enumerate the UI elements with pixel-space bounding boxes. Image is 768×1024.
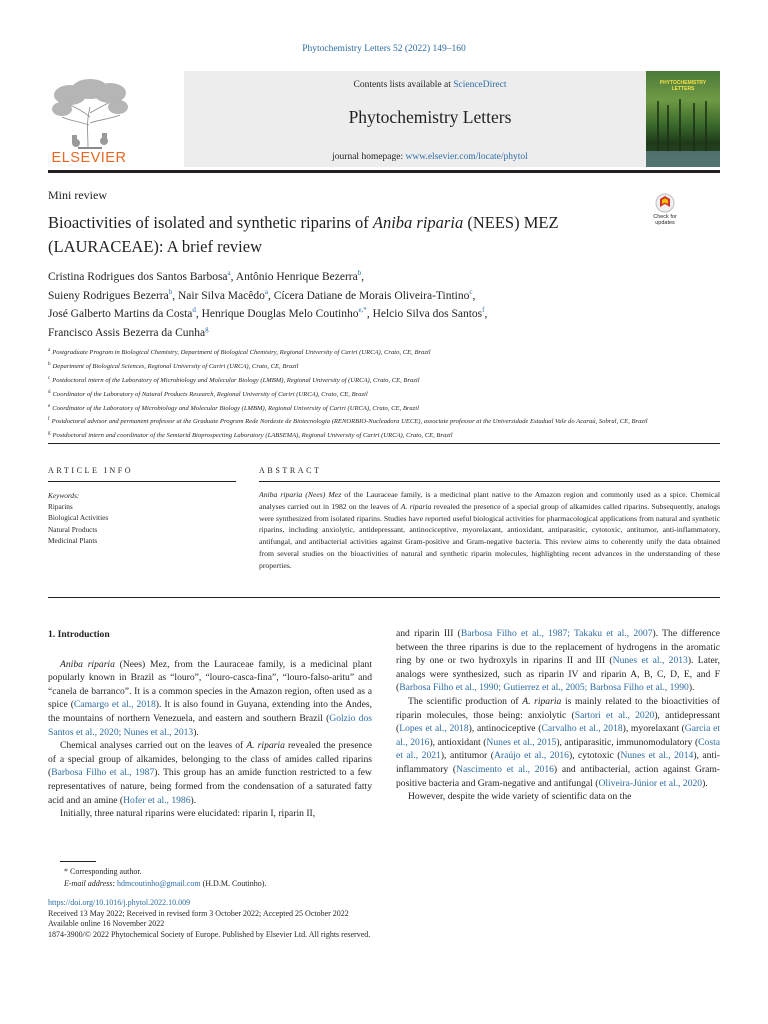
elsevier-wordmark[interactable]: ELSEVIER — [51, 150, 127, 166]
paragraph-text: and riparin III ( — [396, 628, 461, 639]
article-info-rule — [48, 481, 236, 482]
affiliation-sup: e — [48, 403, 51, 409]
author-list — [48, 268, 648, 342]
email-line — [48, 878, 388, 890]
affiliation-sup: a — [48, 348, 51, 353]
copyright: 1874-3900/© 2022 Phytochemical Society of Europe. Published by Elsevier Ltd. All rights reserved. — [48, 929, 371, 939]
paragraph-text: ). The difference between the three riparins is due to the replacement of hydrogens in the aromatic ring by one or two hydroxyls in riparins II and III ( — [396, 628, 720, 667]
paragraph-text: ). — [190, 794, 197, 806]
paragraph-text: ), antinociceptive ( — [468, 723, 542, 735]
received-dates: Received 13 May 2022; Received in revised form 3 October 2022; Accepted 25 October 2022 — [48, 908, 349, 918]
citation-link[interactable]: Costa et al., 2021 — [396, 736, 720, 762]
affiliation-text: Postdoctoral intern and coordinator of the Semiarid Bioprospecting Laboratory (LABSEMA), Regional University of Cariri (URCA), Crato, CE, Brazil — [52, 432, 453, 440]
paragraph-text: ), cytotoxic ( — [568, 750, 621, 762]
citation-link[interactable]: Nunes et al., 2015 — [486, 736, 557, 748]
citation-link[interactable]: Barbosa Filho et al., 1987; Takaku et al., 2007 — [460, 628, 653, 639]
keyword-item: Biological Activities — [48, 513, 109, 523]
sciencedirect-link[interactable]: ScienceDirect — [453, 80, 507, 90]
crossmark-label: Check for updates — [653, 214, 677, 226]
paragraph-text: ), anti-inflammatory ( — [396, 750, 720, 775]
species-name: A. riparia — [522, 695, 562, 707]
author-affiliation-sup[interactable]: e,* — [358, 306, 367, 314]
affiliation-sup: d — [48, 389, 51, 395]
author-name[interactable]: Henrique Douglas Melo Coutinho — [201, 308, 359, 320]
contents-line — [184, 80, 676, 90]
cover-title: PHYTOCHEMISTRY LETTERS — [659, 80, 707, 92]
affiliation-divider — [48, 443, 720, 444]
paragraph-text: ). It is also found in Guyana, extending into the Andes, the mountains of northern Venezuela, and eastern and southern Brazil ( — [48, 699, 372, 724]
affiliation-sup: c — [48, 375, 51, 381]
abstract-text — [259, 489, 720, 572]
author-name[interactable]: Suieny Rodrigues Bezerra — [48, 289, 169, 302]
publication-info — [48, 898, 720, 940]
email-suffix: (H.D.M. Coutinho). — [200, 879, 267, 889]
body-paragraph — [396, 627, 720, 695]
journal-banner — [184, 71, 676, 167]
journal-citation-link[interactable]: Phytochemistry Letters 52 (2022) 149–160 — [302, 44, 466, 54]
author-name[interactable]: Francisco Assis Bezerra da Cunha — [48, 326, 206, 339]
species-name: Aniba riparia — [60, 658, 115, 670]
author-name[interactable]: Helcio Silva dos Santos — [372, 308, 483, 320]
author-name[interactable]: Cristina Rodrigues dos Santos Barbosa — [48, 271, 228, 283]
body-paragraph — [396, 790, 720, 804]
journal-cover-image[interactable] — [646, 71, 720, 167]
citation-link[interactable]: Garcia et al., 2016 — [396, 723, 720, 748]
footnote-rule — [60, 861, 96, 862]
abstract-heading: ABSTRACT — [259, 466, 322, 475]
affiliation-text: Coordinator of the Laboratory of Microbiology and Molecular Biology (LMBM), Regional University of Cariri (URCA), Crato, CE, Brazil — [52, 404, 419, 412]
author-affiliation-sup[interactable]: b — [168, 287, 173, 296]
author-name[interactable]: José Galberto Martins da Costa — [48, 308, 193, 320]
affiliation-list — [48, 345, 658, 442]
affiliation-item — [48, 401, 658, 415]
abstract-part: of the Lauraceae family, is a medicinal plant native to the Amazon region and commonly used as a spice. Chemical analyses carried out in 1982 on the leaves of — [259, 490, 720, 511]
keywords-block — [48, 490, 238, 546]
paragraph-text: ), myorelaxant ( — [622, 723, 685, 735]
author-affiliation-sup[interactable]: f — [482, 306, 485, 314]
section-heading-introduction: 1. Introduction — [48, 629, 110, 640]
author-separator: , — [484, 308, 488, 320]
citation-link[interactable]: Camargo et al., 2018 — [73, 699, 156, 711]
body-paragraph — [48, 658, 372, 740]
paragraph-text: The scientific production of — [408, 695, 523, 707]
keywords-label: Keywords: — [48, 491, 80, 500]
homepage-line — [184, 152, 676, 162]
footnote — [48, 866, 388, 891]
paragraph-text: ). — [193, 726, 199, 738]
citation-link[interactable]: Golzio dos Santos et al., 2020; Nunes et al., 2013 — [48, 712, 372, 738]
citation-link[interactable]: Sartori et al., 2020 — [574, 709, 655, 721]
affiliation-item — [48, 345, 658, 359]
email-link[interactable]: hdmcoutinho@gmail.com — [117, 879, 201, 889]
paragraph-text: is mainly related to the bioactivities of riparin molecules, those being: anxiolytic ( — [396, 695, 720, 721]
affiliation-item — [48, 359, 658, 373]
corresponding-author-note: * Corresponding author. — [64, 867, 142, 876]
paragraph-text: ) and antibacterial, action against Gram-positive bacteria and Gram-negative and antifungal ( — [396, 763, 720, 789]
author-separator: , — [172, 289, 178, 302]
body-column-left — [48, 628, 372, 821]
author-name[interactable]: Antônio Henrique Bezerra — [235, 271, 358, 283]
affiliation-sup: f — [48, 417, 50, 423]
contents-prefix: Contents lists available at — [353, 80, 454, 90]
affiliation-text: Postdoctoral advisor and permanent professor at the Graduate Program Rede Nordeste de Biotecnologia (RENORBIO-Nucleadora UECE), associate professor at the Universidade Estadual Vale do Acaraú, Sobral, CE, Brazil — [51, 418, 648, 426]
citation-link[interactable]: Nunes et al., 2013 — [612, 655, 688, 667]
journal-homepage-link[interactable]: www.elsevier.com/locate/phytol — [405, 152, 528, 162]
paragraph-text: ). — [702, 777, 708, 789]
title-part-2: (NEES) MEZ (LAURACEAE): A brief review — [48, 213, 559, 256]
citation-link[interactable]: Nascimento et al., 2016 — [456, 763, 554, 775]
paragraph-text: ). — [688, 682, 695, 694]
body-column-right — [396, 627, 720, 804]
paragraph-text: ), antitumor ( — [440, 750, 494, 762]
affiliation-sup: g — [48, 431, 51, 437]
author-separator: , — [361, 271, 365, 283]
homepage-prefix: journal homepage: — [332, 152, 406, 162]
citation-link[interactable]: Nunes et al., 2014 — [620, 750, 694, 762]
paragraph-text: However, despite the wide variety of scientific data on the — [408, 791, 632, 803]
abstract-divider — [48, 597, 720, 598]
title-species: Aniba riparia — [372, 213, 464, 232]
author-affiliation-sup[interactable]: d — [192, 306, 196, 314]
species-name: A. riparia — [246, 740, 285, 752]
title-part-1: Bioactivities of isolated and synthetic riparins of — [48, 213, 373, 232]
author-separator: , — [472, 289, 476, 302]
paragraph-text: ). Later, analogs were synthesized, such as riparin IV and riparin A, B, C, D, E, and F ( — [396, 655, 720, 694]
body-paragraph — [48, 739, 372, 807]
article-type: Mini review — [48, 188, 107, 202]
abstract-species: Aniba riparia (Nees) Mez — [259, 490, 342, 499]
citation-link[interactable]: Barbosa Filho et al., 1987 — [51, 767, 155, 779]
author-affiliation-sup[interactable]: g — [205, 324, 209, 333]
paragraph-text: ). This group has an amide function restricted to a few representatives of nature, being formed from the condensation of a saturated fatty acid and an amine ( — [48, 767, 372, 806]
author-separator: , — [230, 271, 236, 283]
author-name[interactable]: Cícera Datiane de Morais Oliveira-Tintino — [273, 289, 470, 302]
paragraph-text: Initially, three natural riparins were elucidated: riparin I, riparin II, — [60, 808, 316, 820]
journal-name: Phytochemistry Letters — [348, 107, 512, 127]
citation-link[interactable]: Lopes et al., 2018 — [399, 723, 469, 735]
journal-header — [48, 71, 720, 169]
paragraph-text: ), antidepressant ( — [396, 709, 721, 735]
body-paragraph — [48, 807, 372, 821]
author-affiliation-sup[interactable]: a — [227, 269, 231, 277]
keyword-item: Natural Products — [48, 524, 98, 534]
affiliation-text: Postgraduate Program in Biological Chemistry, Department of Biological Chemistry, Regional University of Cariri (URCA), Crato, CE, Brazil — [52, 349, 431, 357]
paragraph-text: Chemical analyses carried out on the leaves of — [60, 740, 247, 752]
citation-link[interactable]: Araújo et al., 2016 — [493, 750, 569, 762]
paragraph-text: (Nees) Mez, from the Lauraceae family, is a medicinal plant popularly known in Brazil as “louro”, “louro-casca-fina”, “louro-falso-aritu” and “canela de barranco”. It is a common species in the Amazon region, often used as a spice ( — [48, 658, 372, 711]
affiliation-item — [48, 387, 658, 401]
citation-link[interactable]: Barbosa Filho et al., 1990; Gutierrez et al., 2005; Barbosa Filho et al., 1990 — [399, 682, 689, 694]
article-title — [48, 211, 638, 259]
header-divider — [48, 170, 720, 173]
affiliation-text: Postdoctoral intern of the Laboratory of Microbiology and Molecular Biology (LMBM), Regional University of (URCA), Crato, CE, Brazil — [52, 376, 420, 384]
email-label: E-mail address: — [64, 879, 116, 889]
author-affiliation-sup[interactable]: a — [264, 287, 268, 296]
affiliation-text: Department of Biological Sciences, Regional University of Cariri (URCA), Crato, CE, Brazil — [52, 363, 299, 371]
affiliation-item — [48, 428, 658, 442]
keyword-item: Medicinal Plants — [48, 535, 98, 545]
affiliation-sup: b — [48, 361, 51, 367]
author-separator: , — [267, 289, 274, 302]
abstract-rule — [259, 481, 720, 482]
author-separator: , — [195, 308, 202, 320]
paragraph-text: revealed the presence of a special group of alkamides, belonging to the class of amides called riparins ( — [48, 740, 372, 779]
affiliation-item — [48, 373, 658, 387]
author-separator: , — [366, 308, 373, 320]
author-affiliation-sup[interactable]: c — [469, 287, 473, 296]
article-info-heading: ARTICLE INFO — [48, 466, 134, 475]
paragraph-text: ), antioxidant ( — [429, 736, 487, 748]
keyword-item: Riparins — [48, 502, 73, 512]
paragraph-text: ), antiparasitic, immunomodulatory ( — [556, 736, 699, 748]
citation-link[interactable]: Oliveira-Júnior et al., 2020 — [598, 777, 703, 789]
affiliation-text: Coordinator of the Laboratory of Natural Products Research, Regional University of Cariri (URCA), Crato, CE, Brazil — [52, 390, 368, 398]
author-name[interactable]: Nair Silva Macêdo — [177, 289, 265, 302]
abstract-part: revealed the presence of a special group of alkamides called riparins. Subsequently, analogs were synthesized from isolated riparins. Studies have reported useful biological activities for pharmacological applications from natural and synthetic riparins, including anxiolytic, antidepressant, antinociceptive, myorelaxant, antioxidant, antiparasitic, cytotoxic, antitumor, anti-inflammatory, antifungal, and antibacterial activities against Gram-positive and Gram-negative bacteria. This review aims to coherently unify the data obtained from several studies on the bioactivities of natural and synthetic riparin molecules, highlighting recent advances in the understanding of these properties. — [259, 501, 721, 570]
affiliation-item — [48, 414, 658, 428]
available-online: Available online 16 November 2022 — [48, 919, 165, 929]
abstract-species: A. riparia — [400, 501, 432, 511]
citation-link[interactable]: Hofer et al., 1986 — [123, 794, 191, 806]
doi-link[interactable]: https://doi.org/10.1016/j.phytol.2022.10.009 — [48, 898, 191, 907]
citation-link[interactable]: Carvalho et al., 2018 — [541, 723, 623, 735]
body-paragraph — [396, 695, 720, 790]
author-affiliation-sup[interactable]: b — [357, 269, 362, 277]
